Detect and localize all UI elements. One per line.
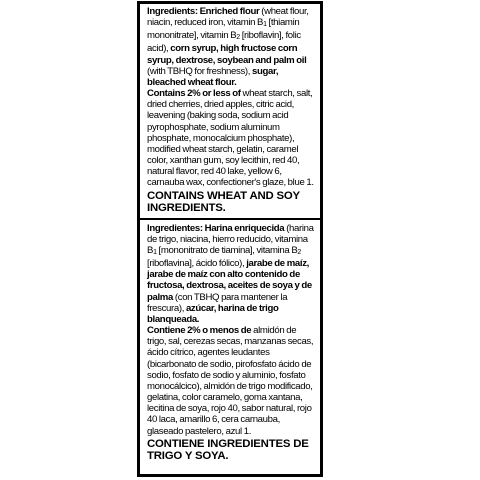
ingredient-text-run: [mononitrato de tiamina], vitamina B bbox=[156, 245, 298, 256]
language-divider bbox=[140, 218, 320, 220]
ingredient-text-run: corn syrup, high fructose corn syrup, dextrose, soybean and palm oil bbox=[147, 43, 307, 66]
ingredients-label-panel bbox=[137, 1, 323, 477]
ingredients-english-main bbox=[147, 6, 315, 88]
ingredients-spanish-main bbox=[147, 223, 315, 325]
ingredient-text-run: 1 bbox=[263, 21, 267, 29]
ingredient-text-run: [riboflavina], ácido fólico), bbox=[147, 258, 247, 270]
ingredient-text-run: 2 bbox=[297, 249, 301, 256]
ingredient-text-run: wheat starch, salt, dried cherries, dried apples, citric acid, leavening (baking soda, sodium acid pyrophosphate, sodium aluminum phosphate, monocalcium phosphate), modified wheat starch, gelatin, caramel color, xanthan gum, soy lecithin, red 40, natural flavor, red 40 lake, yellow 6, carnauba wax, confectioner's glaze, blue 1. bbox=[147, 88, 314, 189]
ingredient-text-run: [riboflavin], folic acid), bbox=[147, 30, 301, 55]
allergen-statement-spanish: CONTIENE INGREDIENTES DE TRIGO Y SOYA. bbox=[147, 437, 309, 463]
ingredient-text-run: jarabe de maíz, jarabe de maíz con alto contenido de fructosa, dextrosa, aceites de soya y de palma bbox=[147, 258, 312, 303]
ingredient-text-run: azúcar, harina de trigo blanqueada. bbox=[147, 302, 279, 325]
ingredient-text-run: almidón de trigo, sal, cerezas secas, manzanas secas, ácido cítrico, agentes leudantes (bicarbonato de sodio, pirofosfato ácido de sodio, fosfato de sodio y aluminio, fosfato monocálcico), almidón de trigo modificado, gelatina, color caramelo, goma xantana, lecitina de soya, rojo 40, sabor natural, rojo 40 laca, amarillo 6, cera carnauba, glaseado pastelero, azul 1. bbox=[147, 325, 314, 437]
ingredient-text-run: Enriched flour bbox=[199, 6, 260, 17]
ingredient-text-run: [thiamin mononitrate], vitamin B bbox=[147, 17, 300, 42]
ingredient-text-run: (wheat flour, niacin, reduced iron, vitamin B bbox=[147, 6, 309, 29]
ingredient-text-run: Ingredientes: bbox=[147, 222, 203, 234]
ingredient-text-run: sugar, bleached wheat flour. bbox=[147, 65, 279, 88]
ingredients-english-minor bbox=[147, 88, 315, 188]
ingredients-spanish-minor bbox=[147, 325, 315, 437]
ingredient-text-run: (con TBHQ para mantener la frescura), bbox=[147, 291, 288, 314]
ingredient-text-run: Contains 2% or less of bbox=[147, 88, 241, 100]
ingredient-text-run: 2 bbox=[236, 34, 240, 42]
ingredient-text-run: Harina enriquecida bbox=[204, 222, 285, 234]
ingredient-text-run: 1 bbox=[153, 249, 157, 256]
ingredient-text-run: Ingredients: bbox=[147, 6, 198, 17]
ingredient-text-run: (with TBHQ for freshness), bbox=[147, 65, 252, 77]
allergen-statement-english: CONTAINS WHEAT AND SOY INGREDIENTS. bbox=[147, 189, 300, 215]
ingredient-text-run: (harina de trigo, niacina, hierro reducido, vitamina B bbox=[147, 222, 314, 256]
ingredient-text-run: Contiene 2% o menos de bbox=[147, 325, 252, 337]
